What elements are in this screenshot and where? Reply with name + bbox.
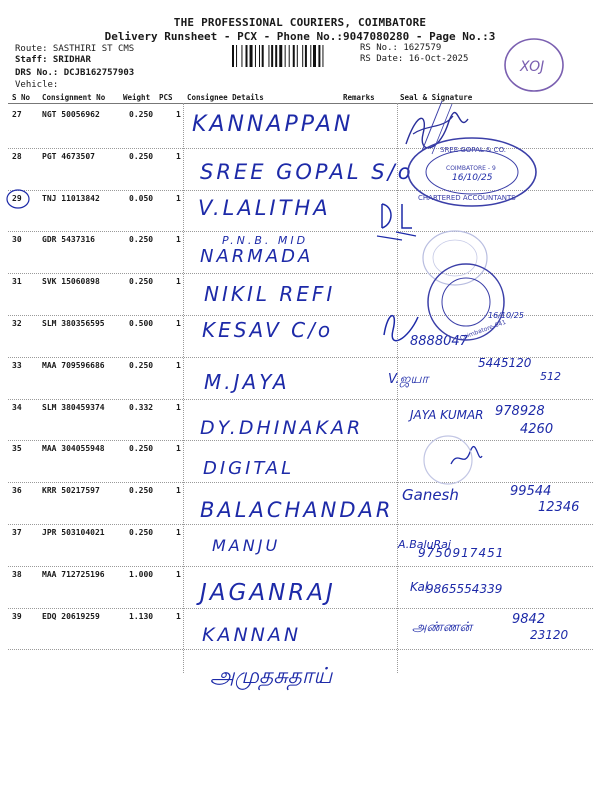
row-weight: 0.250 bbox=[129, 360, 154, 370]
row-pcs: 1 bbox=[176, 444, 181, 454]
hw-remarks-36: Ganesh bbox=[402, 486, 459, 504]
row-sno: 33 bbox=[12, 360, 22, 370]
hw-consignee-39: KANNAN bbox=[202, 624, 302, 646]
col-weight: Weight bbox=[123, 93, 151, 102]
row-pcs: 1 bbox=[176, 319, 181, 328]
barcode-bar bbox=[275, 45, 277, 67]
barcode-bar bbox=[262, 45, 264, 67]
hw-remarks-33: V.ஜயா bbox=[388, 372, 429, 387]
row-pcs: 1 bbox=[176, 110, 181, 119]
hw-pnb-mid: P.N.B. MID bbox=[222, 234, 309, 247]
row-weight: 0.250 bbox=[129, 444, 154, 454]
stamp-round-text: Coimbatore-641 bbox=[459, 318, 508, 342]
barcode-bar bbox=[305, 45, 307, 67]
header-divider bbox=[8, 103, 593, 104]
row-cons: MAA 709596686 bbox=[42, 360, 105, 370]
row-sno: 29 bbox=[12, 193, 22, 203]
barcode-bar bbox=[241, 45, 242, 67]
stamp-coimbatore: COIMBATORE - 9 bbox=[446, 165, 496, 172]
vehicle-label: Vehicle: bbox=[15, 80, 59, 90]
hw-consignee-38: JAGANRAJ bbox=[200, 580, 336, 606]
row-cons: NGT 50056962 bbox=[42, 110, 100, 119]
runsheet-subtitle: Delivery Runsheet - PCX - Phone No.:9047080280 - Page No.:3 bbox=[104, 30, 496, 43]
hw-tamil-name: அமுதசுதாய் bbox=[210, 664, 333, 689]
stamp-round-coimbatore bbox=[418, 262, 524, 346]
stamp-xoj bbox=[500, 35, 568, 99]
barcode-bar bbox=[255, 45, 256, 67]
col-consignment: Consignment No bbox=[42, 93, 106, 102]
hw-phone-2: 978928 bbox=[495, 404, 545, 419]
hw-phone-5: 9865554339 bbox=[426, 582, 503, 596]
row-pcs: 1 bbox=[176, 486, 181, 496]
rs-number: RS No.: 1627579 bbox=[360, 43, 442, 53]
row-cons: KRR 50217597 bbox=[42, 486, 100, 496]
row-weight: 0.250 bbox=[129, 486, 154, 496]
row-cons: TNJ 11013842 bbox=[42, 193, 100, 203]
row-sno: 31 bbox=[12, 277, 22, 287]
barcode-bar bbox=[246, 45, 248, 67]
barcode-bar bbox=[268, 45, 269, 67]
row-cons: GDR 5437316 bbox=[42, 235, 95, 245]
row-pcs: 1 bbox=[176, 235, 181, 245]
row-weight: 0.500 bbox=[129, 319, 154, 328]
col-remarks: Remarks bbox=[343, 93, 375, 102]
drs-label: DRS No.: DCJB162757903 bbox=[15, 68, 135, 78]
row-sno: 39 bbox=[12, 611, 22, 621]
staff-label: Staff: SRIDHAR bbox=[15, 55, 91, 65]
hw-consignee-37: MANJU bbox=[212, 536, 281, 555]
hw-consignee-29: V.LALITHA bbox=[198, 196, 331, 220]
row-cons: MAA 304055948 bbox=[42, 444, 105, 454]
row-pcs: 1 bbox=[176, 193, 181, 203]
row-sno: 30 bbox=[12, 235, 22, 245]
hw-consignee-32: KESAV C/o bbox=[202, 318, 334, 342]
col-seal: Seal & Signature bbox=[400, 93, 473, 102]
row-weight: 0.250 bbox=[129, 235, 154, 245]
row-divider bbox=[8, 524, 593, 525]
row-cons: PGT 4673507 bbox=[42, 151, 95, 161]
hw-phone-6: 9842 bbox=[512, 612, 546, 627]
row-divider bbox=[8, 482, 593, 483]
stamp-round-date: 16/10/25 bbox=[488, 311, 524, 320]
barcode-bar bbox=[232, 45, 234, 67]
row-pcs: 1 bbox=[176, 569, 181, 579]
hw-consignee-35: DIGITAL bbox=[203, 458, 295, 479]
row-cons: SLM 380356595 bbox=[42, 319, 105, 328]
barcode-bar bbox=[322, 45, 323, 67]
hw-consignee-33: M.JAYA bbox=[204, 370, 290, 394]
stamp-date: 16/10/25 bbox=[452, 173, 493, 183]
row-sno: 37 bbox=[12, 528, 22, 537]
stamp-xoj-text: XOJ bbox=[520, 59, 545, 75]
row-cons: SLM 380459374 bbox=[42, 402, 105, 412]
row-divider bbox=[8, 566, 593, 567]
row-sno: 32 bbox=[12, 319, 22, 328]
hw-phone-1b: 512 bbox=[540, 370, 561, 383]
row-sno: 36 bbox=[12, 486, 22, 496]
barcode-bar bbox=[271, 45, 273, 67]
col-sno: S No bbox=[12, 93, 31, 102]
hw-consignee-30: NARMADA bbox=[200, 246, 314, 267]
hw-phone-6b: 23120 bbox=[530, 628, 569, 642]
row-divider bbox=[8, 440, 593, 441]
hw-phone-4: 9750917451 bbox=[418, 546, 505, 560]
barcode-bar bbox=[279, 45, 282, 67]
hw-phone-2b: 4260 bbox=[520, 422, 554, 437]
hw-consignee-27: KANNAPPAN bbox=[192, 112, 354, 137]
hw-remarks-32: 8888047 bbox=[410, 334, 468, 349]
barcode-bar bbox=[293, 45, 295, 67]
row-weight: 0.250 bbox=[129, 277, 154, 287]
hw-phone-1: 5445120 bbox=[478, 356, 532, 370]
company-title: THE PROFESSIONAL COURIERS, COIMBATORE bbox=[173, 16, 427, 29]
row-weight: 0.250 bbox=[129, 528, 154, 537]
barcode-bar bbox=[318, 45, 320, 67]
barcode-bar bbox=[310, 45, 311, 67]
hw-remarks-37: A.BaluRaj bbox=[398, 538, 451, 551]
hw-consignee-28: SREE GOPAL S/o bbox=[200, 160, 414, 184]
row-sno: 28 bbox=[12, 151, 22, 161]
row-weight: 0.332 bbox=[129, 402, 154, 412]
hw-remarks-38: Kal bbox=[410, 580, 429, 594]
details-column-divider bbox=[183, 103, 184, 673]
barcode-bar bbox=[285, 45, 286, 67]
hw-phone-3: 99544 bbox=[510, 484, 552, 499]
barcode bbox=[232, 45, 353, 67]
row-pcs: 1 bbox=[176, 402, 181, 412]
barcode-bar bbox=[289, 45, 290, 67]
row-weight: 1.000 bbox=[129, 569, 154, 579]
stamp-faint-35 bbox=[420, 432, 476, 488]
row-divider bbox=[8, 608, 593, 609]
row-divider bbox=[8, 399, 593, 400]
row-weight: 0.250 bbox=[129, 110, 154, 119]
row-weight: 1.130 bbox=[129, 611, 154, 621]
barcode-bar bbox=[302, 45, 303, 67]
row-pcs: 1 bbox=[176, 151, 181, 161]
stamp-rotated-27 bbox=[412, 96, 492, 156]
hw-consignee-31: NIKIL REFI bbox=[204, 282, 336, 306]
stamp-sree-gopal-text: SREE GOPAL & CO. bbox=[440, 146, 507, 154]
row-sno: 38 bbox=[12, 569, 22, 579]
row-sno: 34 bbox=[12, 402, 22, 412]
row-sno: 35 bbox=[12, 444, 22, 454]
hw-consignee-34: DY.DHINAKAR bbox=[200, 417, 364, 439]
row-weight: 0.250 bbox=[129, 151, 154, 161]
row-cons: JPR 503104021 bbox=[42, 528, 105, 537]
route-label: Route: SASTHIRI ST CMS bbox=[15, 44, 135, 54]
row-divider bbox=[8, 231, 593, 232]
barcode-bar bbox=[297, 45, 298, 67]
hw-phone-3b: 12346 bbox=[538, 500, 580, 515]
barcode-bar bbox=[250, 45, 253, 67]
col-details: Consignee Details bbox=[187, 93, 264, 102]
row-cons: MAA 712725196 bbox=[42, 569, 105, 579]
row-weight: 0.050 bbox=[129, 193, 154, 203]
barcode-bar bbox=[236, 45, 237, 67]
row-divider bbox=[8, 649, 593, 650]
row-cons: EDQ 20619259 bbox=[42, 611, 100, 621]
row-pcs: 1 bbox=[176, 528, 181, 537]
col-pcs: PCS bbox=[159, 93, 173, 102]
row-sno: 27 bbox=[12, 110, 22, 119]
row-cons: SVK 15060898 bbox=[42, 277, 100, 287]
rs-date: RS Date: 16-Oct-2025 bbox=[360, 54, 469, 64]
seal-column-divider bbox=[397, 103, 398, 673]
barcode-bar bbox=[259, 45, 260, 67]
barcode-bar bbox=[313, 45, 316, 67]
hw-remarks-34: JAYA KUMAR bbox=[410, 408, 484, 422]
row-pcs: 1 bbox=[176, 360, 181, 370]
row-pcs: 1 bbox=[176, 611, 181, 621]
stamp-chartered: CHARTERED ACCOUNTANTS bbox=[418, 194, 516, 202]
hw-consignee-36: BALACHANDAR bbox=[200, 498, 394, 522]
row-29-circle-mark bbox=[5, 187, 33, 211]
hw-remarks-39: அண்ணன் bbox=[412, 620, 473, 635]
row-pcs: 1 bbox=[176, 277, 181, 287]
